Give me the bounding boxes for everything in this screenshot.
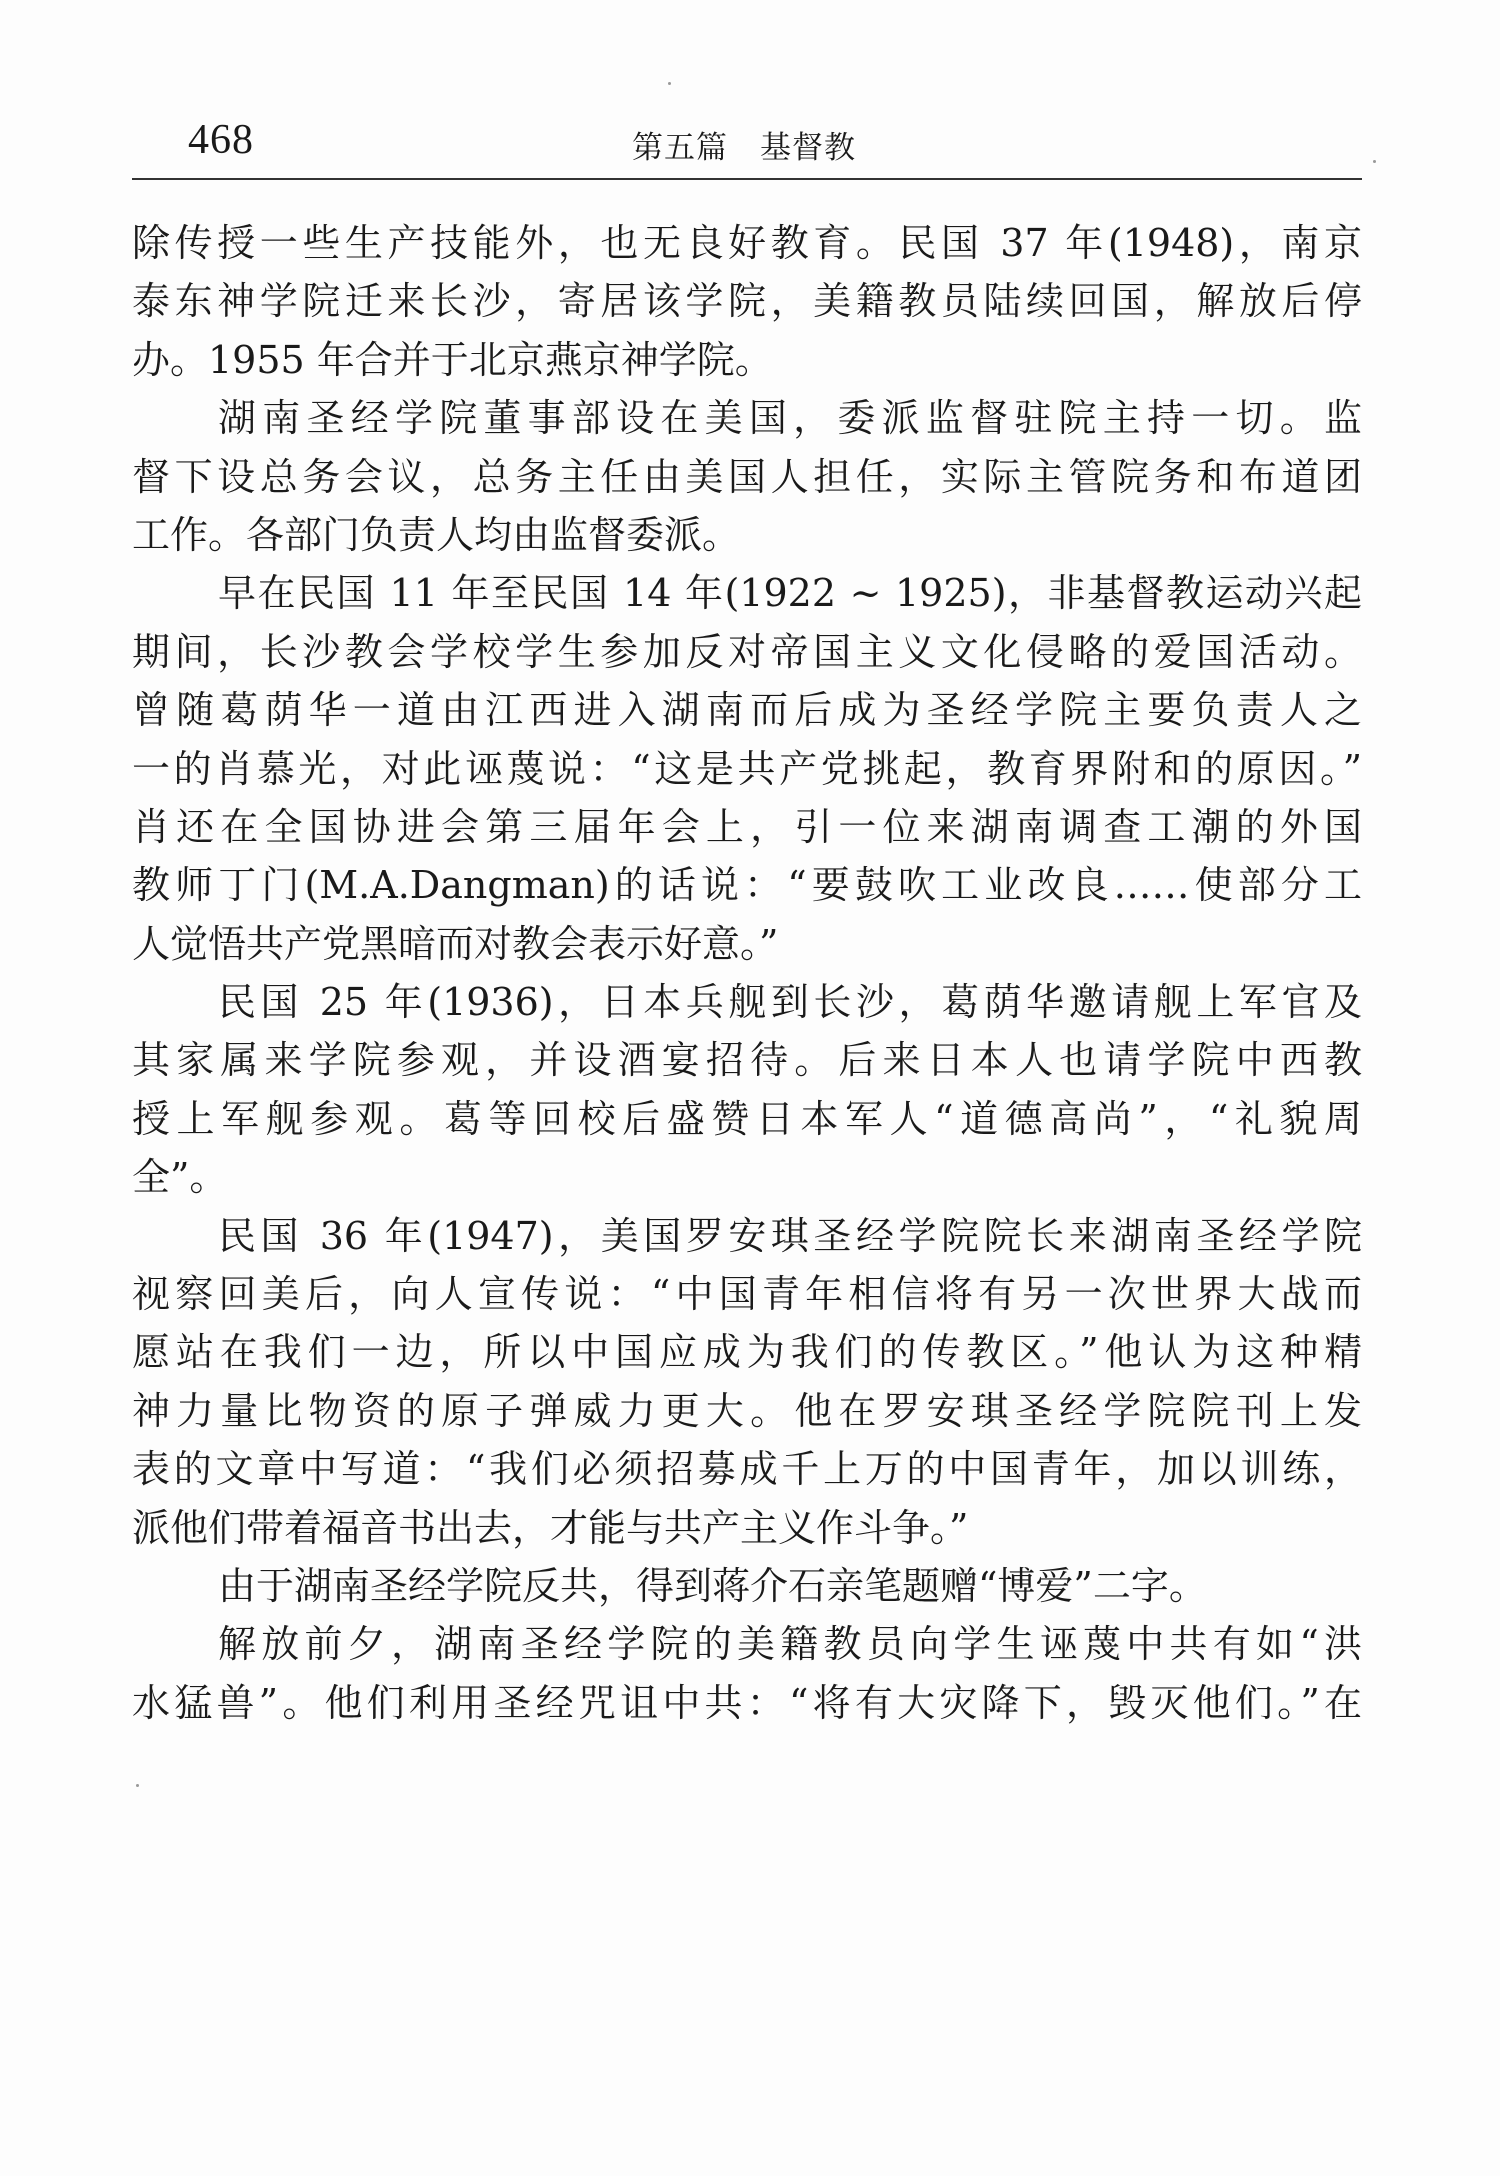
text-line: 民国 36 年(1947)，美国罗安琪圣经学院院长来湖南圣经学院: [218, 1213, 1362, 1258]
text-line: 解放前夕，湖南圣经学院的美籍教员向学生诬蔑中共有如“洪: [218, 1622, 1362, 1667]
text-line: 其家属来学院参观，并设酒宴招待。后来日本人也请学院中西教: [132, 1038, 1362, 1083]
text-line: 民国 25 年(1936)，日本兵舰到长沙，葛荫华邀请舰上军官及: [218, 980, 1362, 1025]
text-line: 曾随葛荫华一道由江西进入湖南而后成为圣经学院主要负责人之: [132, 688, 1362, 733]
text-line: 水猛兽”。他们利用圣经咒诅中共：“将有大灾降下，毁灭他们。”在: [132, 1680, 1362, 1725]
paragraph-3: [132, 564, 1362, 973]
page-header: [132, 112, 1362, 182]
text-line: 泰东神学院迁来长沙，寄居该学院，美籍教员陆续回国，解放后停: [132, 279, 1362, 324]
text-line: 一的肖慕光，对此诬蔑说：“这是共产党挑起，教育界附和的原因。”: [132, 746, 1362, 791]
text-line: 工作。各部门负责人均由监督委派。: [132, 512, 741, 557]
text-line: 神力量比物资的原子弹威力更大。他在罗安琪圣经学院院刊上发: [132, 1388, 1362, 1433]
text-line: 湖南圣经学院董事部设在美国，委派监督驻院主持一切。监: [218, 396, 1362, 441]
page-number: 468: [188, 117, 254, 163]
text-line: 办。1955 年合并于北京燕京神学院。: [132, 337, 773, 382]
paragraph-6: [132, 1557, 1362, 1615]
text-line: 全”。: [132, 1155, 228, 1200]
paragraph-7: [132, 1615, 1362, 1732]
text-line: 愿站在我们一边，所以中国应成为我们的传教区。”他认为这种精: [132, 1330, 1362, 1375]
paragraph-5: [132, 1207, 1362, 1557]
text-line: 表的文章中写道：“我们必须招募成千上万的中国青年，加以训练，: [132, 1447, 1362, 1492]
text-line: 授上军舰参观。葛等回校后盛赞日本军人“道德高尚”，“礼貌周: [132, 1096, 1362, 1141]
text-line: 由于湖南圣经学院反共，得到蒋介石亲笔题赠“博爱”二字。: [218, 1563, 1207, 1608]
text-line: 肖还在全国协进会第三届年会上，引一位来湖南调查工潮的外国: [132, 804, 1362, 849]
text-line: 视察回美后，向人宣传说：“中国青年相信将有另一次世界大战而: [132, 1272, 1362, 1317]
text-line: 督下设总务会议，总务主任由美国人担任，实际主管院务和布道团: [132, 454, 1362, 499]
body-text: [132, 214, 1362, 1732]
text-line: 早在民国 11 年至民国 14 年(1922 ~ 1925)，非基督教运动兴起: [218, 571, 1362, 616]
paragraph-2: [132, 389, 1362, 564]
paragraph-4: [132, 973, 1362, 1207]
paragraph-1: [132, 214, 1362, 389]
scan-speck: [136, 1784, 139, 1787]
text-line: 派他们带着福音书出去，才能与共产主义作斗争。”: [132, 1505, 969, 1550]
header-rule: [132, 178, 1362, 180]
text-line: 期间，长沙教会学校学生参加反对帝国主义文化侵略的爱国活动。: [132, 629, 1362, 674]
text-line: 教师丁门(M.A.Dangman)的话说：“要鼓吹工业改良……使部分工: [132, 863, 1362, 908]
running-title: 第五篇 基督教: [632, 130, 856, 166]
text-line: 除传授一些生产技能外，也无良好教育。民国 37 年(1948)，南京: [132, 221, 1362, 265]
scan-speck: [668, 82, 671, 85]
scan-speck: [1373, 160, 1376, 163]
text-line: 人觉悟共产党黑暗而对教会表示好意。”: [132, 921, 779, 966]
